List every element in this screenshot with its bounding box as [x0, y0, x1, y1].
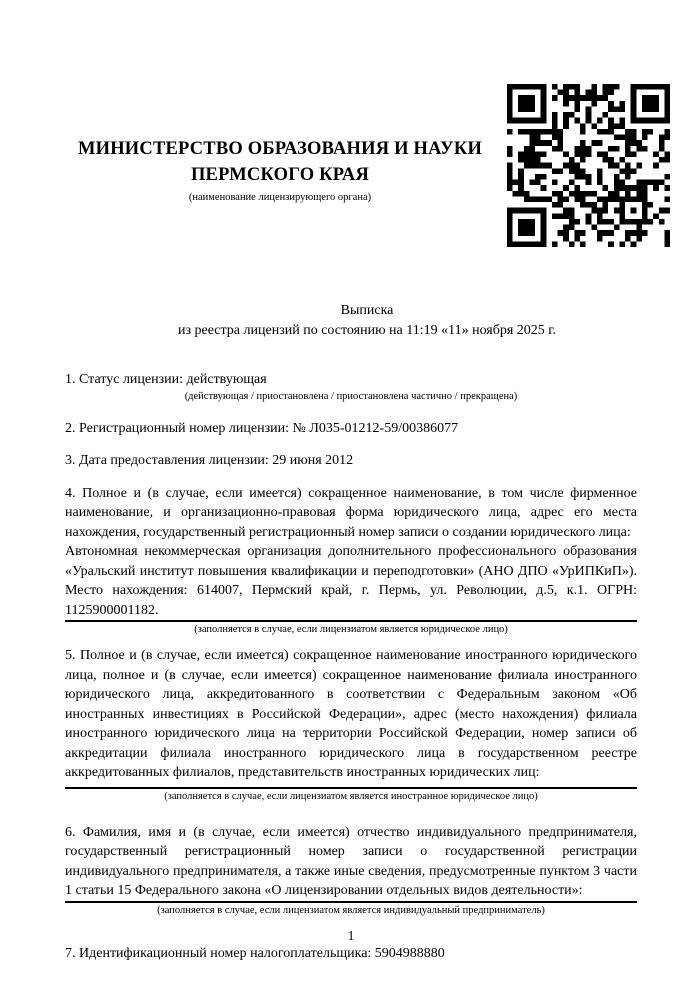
ministry-name-line1: МИНИСТЕРСТВО ОБРАЗОВАНИЯ И НАУКИ [77, 139, 483, 159]
foreign-entity-caption: (заполняется в случае, если лицензиатом является иностранное юридическое лицо) [164, 790, 538, 802]
license-status-options-caption: (действующая / приостановлена / приостановлена частично / прекращена) [184, 390, 518, 402]
licensing-authority-caption: (наименование лицензирующего органа) [188, 192, 372, 203]
taxpayer-number-text: 7. Идентификационный номер налогоплательщика: 5904988880 [65, 945, 445, 961]
fill-in-rule-entrepreneur [65, 901, 637, 903]
legal-entity-answer: Автономная некоммерческая организация дополнительного профессионального образования «Уральский институт повышения квалификации и переподготовки» (АНО ДПО «УрИПКиП»). Место нахождения: 614007, Пермский край, г. Пермь, ул. Революции, д.5, к.1. ОГРН: 1125900001182. [65, 544, 637, 618]
item-individual-entrepreneur [65, 823, 637, 917]
qr-code-image [507, 84, 670, 247]
entrepreneur-question: 6. Фамилия, имя и (в случае, если имеется) отчество индивидуального предпринимателя, государственный регистрационный номер записи о государственной регистрации индивидуального предпринимателя, а также иные сведения, предусмотренные пунктом 3 части 1 статьи 15 Федерального закона «О лицензировании отдельных видов деятельности»: [65, 824, 637, 898]
document-title-block [81, 301, 653, 340]
fill-in-rule-legal-entity [65, 620, 637, 622]
legal-entity-question: 4. Полное и (в случае, если имеется) сокращенное наименование, в том числе фирменное наименование, и организационно-правовая форма юридического лица, адрес его места нахождения, государственный регистрационный номер записи о создании юридического лица: [65, 485, 637, 540]
document-title: Выписка [340, 303, 394, 318]
page-number: 1 [347, 928, 355, 943]
licensing-authority-block [70, 136, 490, 204]
item-taxpayer-number [65, 944, 637, 964]
grant-date-text: 3. Дата предоставления лицензии: 29 июня 2012 [65, 453, 354, 468]
item-legal-entity [65, 484, 637, 637]
document-title-dateline: из реестра лицензий по состоянию на 11:19 «11» ноября 2025 г. [178, 322, 556, 338]
registration-number-text: 2. Регистрационный номер лицензии: № Л035-01212-59/00386077 [65, 420, 459, 436]
fill-in-rule-foreign-entity [65, 787, 637, 789]
item-license-status [65, 370, 637, 403]
item-foreign-entity [65, 646, 637, 803]
entrepreneur-caption: (заполняется в случае, если лицензиатом является индивидуальный предприниматель) [157, 904, 545, 916]
legal-entity-caption: (заполняется в случае, если лицензиатом является юридическое лицо) [194, 624, 508, 635]
foreign-entity-question: 5. Полное и (в случае, если имеется) сокращенное наименование иностранного юридического лица, полное и (в случае, если имеется) сокращенное наименование филиала иностранного юридического лица, аккредитованного в соответствии с Федеральным законом «Об иностранных инвестициях в Российской Федерации», адрес (место нахождения) филиала иностранного юридического лица на территории Российской Федерации, номер записи об аккредитации филиала иностранного юридического лица в государственном реестре аккредитованных филиалов, представительств иностранных юридических лиц: [65, 648, 637, 780]
document-body [65, 370, 637, 963]
ministry-name-line2: ПЕРМСКОГО КРАЯ [190, 165, 370, 185]
spacer [65, 803, 637, 823]
item-grant-date [65, 451, 637, 471]
license-status-text: 1. Статус лицензии: действующая [65, 372, 267, 387]
spacer [65, 636, 637, 646]
item-registration-number [65, 419, 637, 439]
